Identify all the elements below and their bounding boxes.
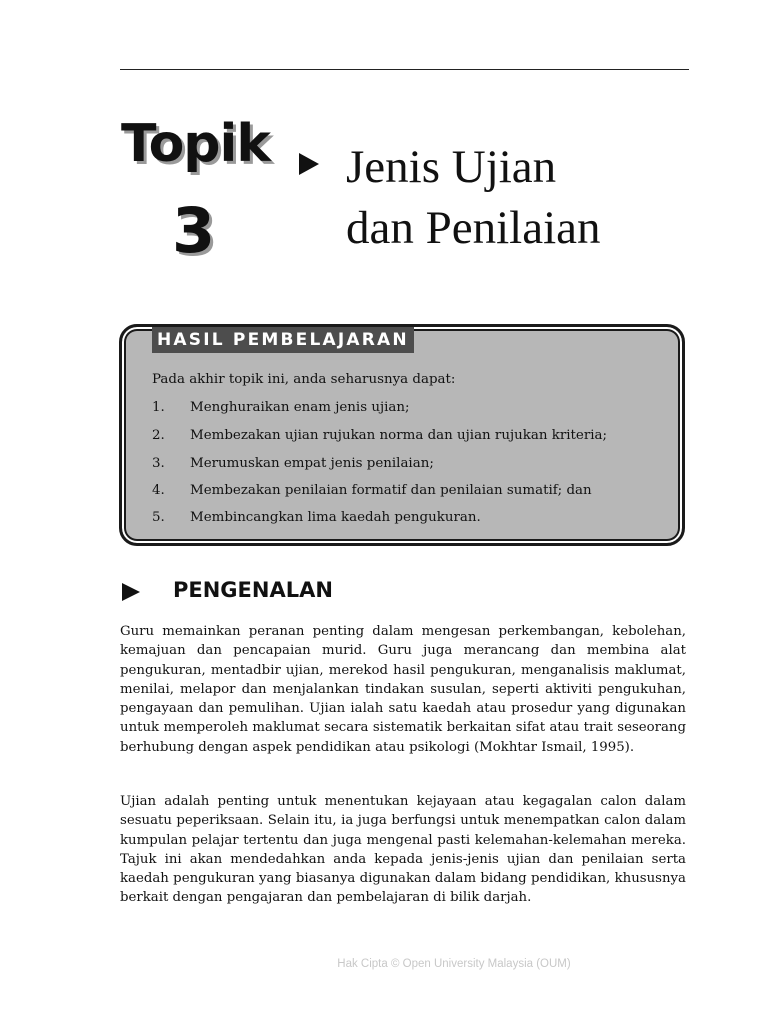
topic-label: Topik — [121, 114, 270, 174]
learning-outcomes-intro: Pada akhir topik ini, anda seharusnya dapat: — [152, 372, 456, 387]
outcome-text: Membincangkan lima kaedah pengukuran. — [190, 510, 481, 525]
outcome-number: 1. — [152, 400, 165, 415]
outcome-text: Menghuraikan enam jenis ujian; — [190, 400, 410, 415]
topic-number: 3 — [172, 194, 216, 267]
learning-outcomes-label: HASIL PEMBELAJARAN — [152, 327, 414, 353]
outcome-text: Membezakan penilaian formatif dan penilaian sumatif; dan — [190, 483, 592, 498]
copyright-footer: Hak Cipta © Open University Malaysia (OUM) — [337, 958, 571, 970]
title-line-1: Jenis Ujian — [346, 141, 557, 193]
title-arrow-icon — [299, 153, 319, 175]
outcome-number: 3. — [152, 456, 165, 471]
outcome-number: 4. — [152, 483, 165, 498]
outcome-number: 5. — [152, 510, 165, 525]
intro-paragraph-1: Guru memainkan peranan penting dalam mengesan perkembangan, kebolehan, kemajuan dan pencapaian murid. Guru juga merancang dan membina alat pengukuran, mentadbir ujian, merekod hasil pengukuran, menganalisis maklumat, menilai, melapor dan menjalankan tindakan susulan, seperti aktiviti pengukuhan, pengayaan dan pemulihan. Ujian ialah satu kaedah atau prosedur yang digunakan untuk memperoleh maklumat secara sistematik berkaitan sifat atau trait seseorang berhubung dengan aspek pendidikan atau psikologi (Mokhtar Ismail, 1995). — [120, 624, 686, 755]
page-title — [346, 137, 601, 259]
section-heading: PENGENALAN — [173, 578, 333, 602]
outcome-text: Membezakan ujian rujukan norma dan ujian rujukan kriteria; — [190, 428, 607, 443]
top-divider — [120, 69, 689, 70]
outcome-number: 2. — [152, 428, 165, 443]
outcome-text: Merumuskan empat jenis penilaian; — [190, 456, 434, 471]
intro-paragraph-2: Ujian adalah penting untuk menentukan kejayaan atau kegagalan calon dalam sesuatu peperiksaan. Selain itu, ia juga berfungsi untuk menempatkan calon dalam kumpulan pelajar tertentu dan juga mengenal pasti kelemahan-kelemahan mereka. Tajuk ini akan mendedahkan anda kepada jenis-jenis ujian dan penilaian serta kaedah pengukuran yang biasanya digunakan dalam bidang pendidikan, khususnya berkait dengan pengajaran dan pembelajaran di bilik darjah. — [120, 794, 686, 906]
section-arrow-icon — [122, 583, 140, 601]
title-line-2: dan Penilaian — [346, 202, 601, 254]
